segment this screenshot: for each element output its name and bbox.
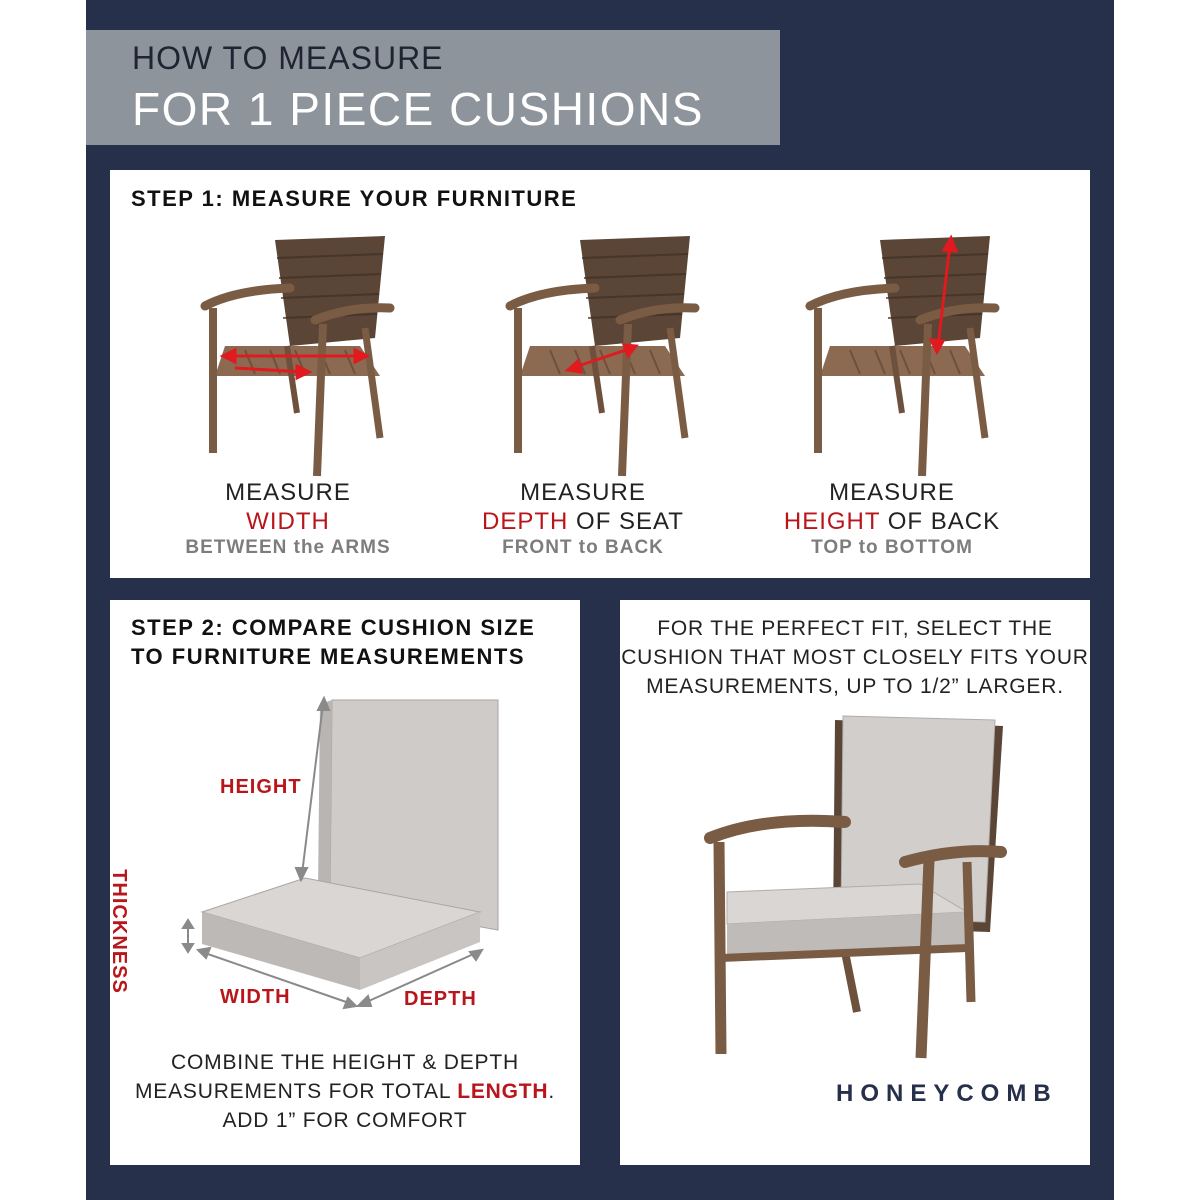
title-line-1: HOW TO MEASURE [132,40,444,76]
caption-width-highlight: WIDTH [246,508,330,535]
step2-note-line3: ADD 1” FOR COMFORT [222,1109,468,1132]
step2-heading-line1: STEP 2: COMPARE CUSHION SIZE [131,615,536,640]
step2-note-highlight: LENGTH [457,1080,549,1103]
caption-width [138,478,438,560]
caption-width-verb: MEASURE [225,479,351,506]
step2-note-line2-pre: MEASUREMENTS FOR TOTAL [135,1080,458,1103]
label-depth: DEPTH [404,988,477,1010]
caption-depth-measure [433,507,733,536]
fit-text-line1: FOR THE PERFECT FIT, SELECT THE [657,617,1053,640]
caption-depth-rest: OF SEAT [568,508,684,535]
step2-heading-line2: TO FURNITURE MEASUREMENTS [131,644,525,669]
fit-text-line2: CUSHION THAT MOST CLOSELY FITS YOUR [621,646,1089,669]
step2-note [110,1048,580,1135]
chair-height-illustration [800,228,1000,478]
caption-depth-highlight: DEPTH [482,508,569,535]
step1-heading: STEP 1: MEASURE YOUR FURNITURE [131,186,578,211]
caption-width-measure [138,507,438,536]
fit-text [620,614,1090,701]
step2-note-line1: COMBINE THE HEIGHT & DEPTH [171,1051,519,1074]
caption-depth [433,478,733,560]
caption-height-highlight: HEIGHT [783,508,881,535]
caption-depth-verb: MEASURE [520,479,646,506]
caption-height-rest: OF BACK [880,508,1001,535]
cushion-illustration [180,690,500,1020]
chair-width-illustration [195,228,395,478]
caption-height-sub: TOP to BOTTOM [811,537,973,558]
caption-depth-sub: FRONT to BACK [502,537,664,558]
fit-text-line3: MEASUREMENTS, UP TO 1/2” LARGER. [646,675,1064,698]
step2-note-line2-post: . [548,1080,555,1103]
step2-note-line2 [110,1077,580,1106]
chair-depth-illustration [500,228,700,478]
chair-with-cushion-illustration [705,712,1005,1062]
label-thickness: THICKNESS [107,869,130,994]
label-height: HEIGHT [220,776,302,798]
caption-height-measure [742,507,1042,536]
title-line-2: FOR 1 PIECE CUSHIONS [132,83,704,135]
caption-height-verb: MEASURE [829,479,955,506]
brand-logo: HONEYCOMB [836,1080,1058,1107]
caption-height [742,478,1042,560]
caption-width-sub: BETWEEN the ARMS [185,537,391,558]
label-width: WIDTH [220,986,291,1008]
